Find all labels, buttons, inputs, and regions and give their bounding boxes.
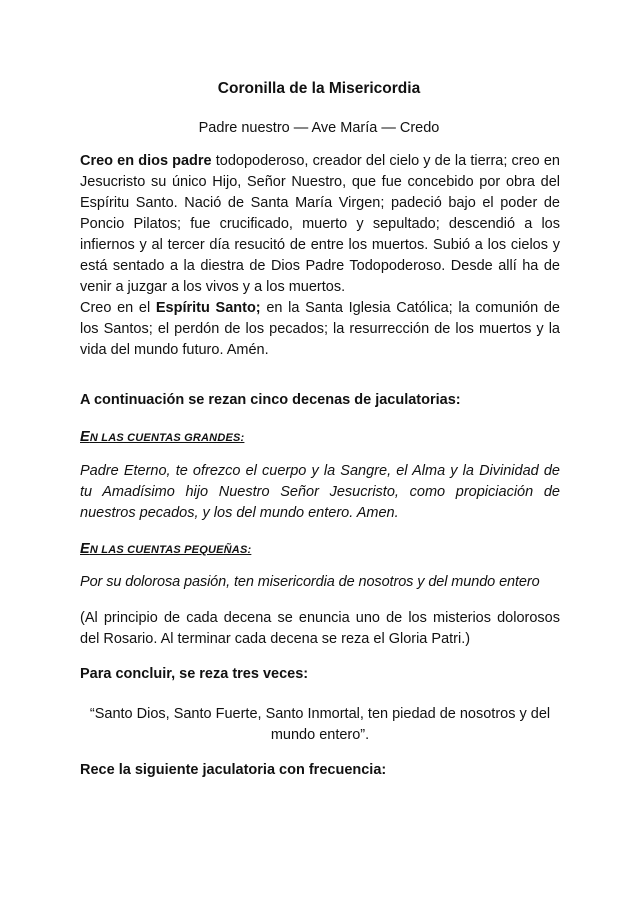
heading-decenas: A continuación se rezan cinco decenas de jaculatorias: [80,392,461,408]
heading-concluir: Para concluir, se reza tres veces: [80,666,309,682]
credo-text-2: en la Santa Iglesia Católica; la comunión de los Santos; el perdón de los pecados; la resurrección de los muertos y la vida del mundo futuro. Amén. [80,300,560,358]
cuentas-pequenas-rest: N LAS CUENTAS PEQUEÑAS: [89,544,252,556]
heading-jaculatoria: Rece la siguiente jaculatoria con frecuencia: [80,762,387,778]
heading-cuentas-pequenas [80,539,560,561]
credo-paragraph-1 [80,151,560,298]
nota-decenas: (Al principio de cada decena se enuncia uno de los misterios dolorosos del Rosario. Al terminar cada decena se reza el Gloria Patri.) [80,610,560,647]
credo-text-1: todopoderoso, creador del cielo y de la tierra; creo en Jesucristo su único Hijo, Señor Nuestro, que fue concebido por obra del Espíritu Santo. Nació de Santa María Virgen; padeció bajo el poder de Poncio Pilatos; fue crucificado, muerto y sepultado; descendió a los infiernos y al tercer día resucitó de entre los muertos. Subió a los cielos y está sentado a la diestra de Dios Padre Todopoderoso. Desde allí ha de venir a juzgar a los vivos y a los muertos. [80,153,560,295]
credo-2-lead: Creo en el [80,300,156,316]
document-subtitle: Padre nuestro — Ave María — Credo [198,120,440,136]
heading-cuentas-grandes [80,427,560,449]
cuentas-grandes-initial: E [80,429,90,445]
oracion-cuentas-pequenas: Por su dolorosa pasión, ten misericordia de nosotros y del mundo entero [80,574,540,590]
oracion-cuentas-grandes: Padre Eterno, te ofrezco el cuerpo y la Sangre, el Alma y la Divinidad de tu Amadísimo hijo Nuestro Señor Jesucristo, como propiciación de nuestros pecados, y los del mundo entero. Amen. [80,463,560,521]
credo-2-bold: Espíritu Santo; [155,300,261,316]
santo-dios-quote: “Santo Dios, Santo Fuerte, Santo Inmortal, ten piedad de nosotros y del mundo entero”. [89,706,551,743]
credo-paragraph-2 [80,298,560,361]
document-title: Coronilla de la Misericordia [217,80,421,97]
credo-opening-bold: Creo en dios padre [80,153,212,169]
cuentas-pequenas-initial: E [80,541,90,557]
cuentas-grandes-rest: N LAS CUENTAS GRANDES: [89,432,245,444]
